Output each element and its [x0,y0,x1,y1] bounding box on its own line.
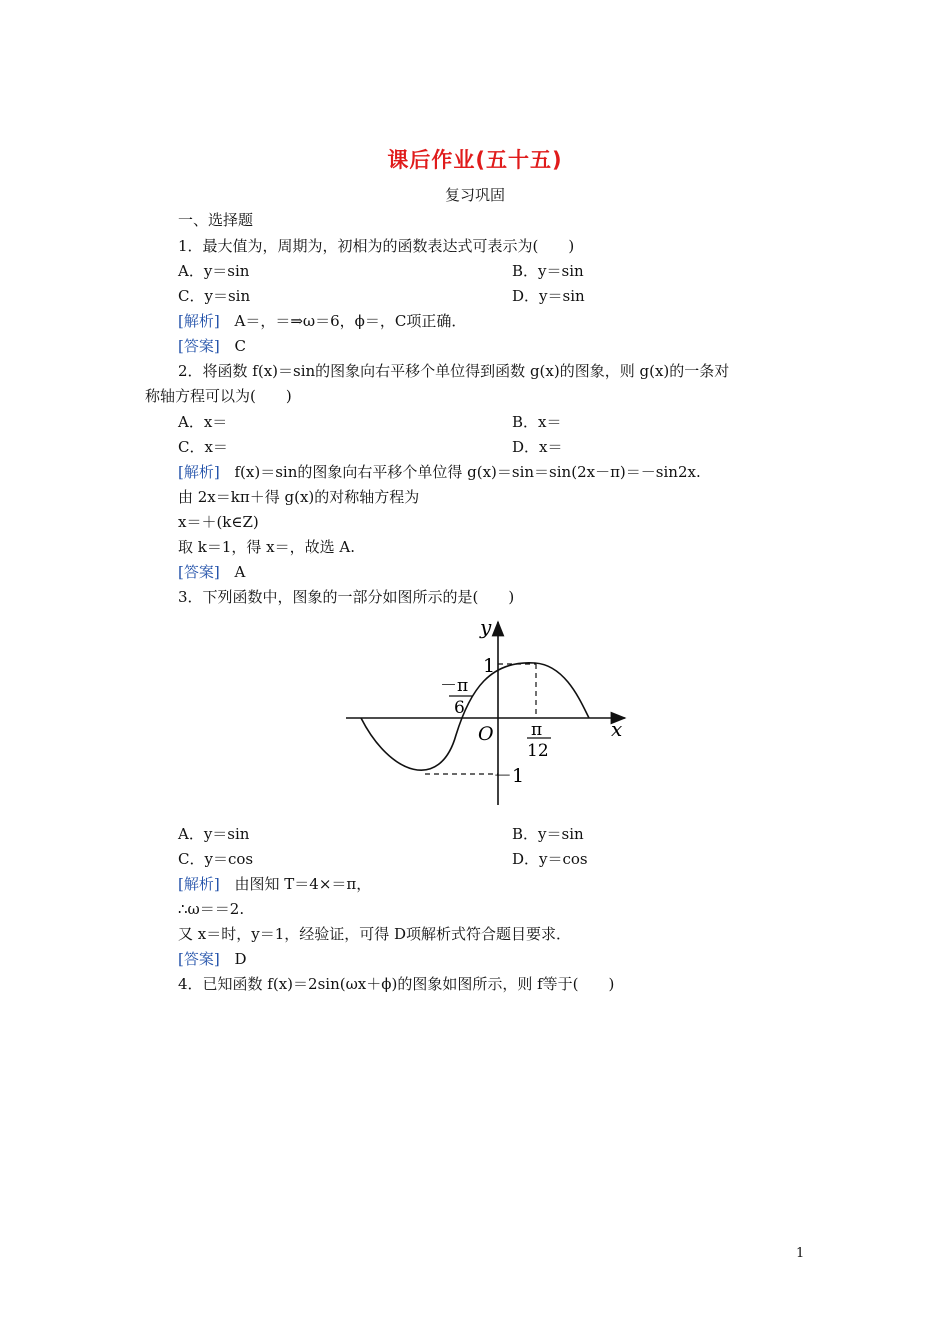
sine-curve [361,663,589,770]
q3-option-a: A．y＝sin [178,825,250,843]
q3-stem: 3．下列函数中，图象的一部分如图所示的是( ) [178,588,515,606]
section-heading: 一、选择题 [178,211,254,229]
page-number: 1 [796,1246,805,1261]
q2-option-d: D．x＝ [512,438,563,456]
q3-option-c: C．y＝cos [178,850,254,868]
page-title: 课后作业(五十五) [387,148,563,172]
answer-tag: [答案] [178,563,220,581]
q3-option-b: B．y＝sin [512,825,584,843]
analysis-tag: [解析] [178,463,220,481]
q1-option-c: C．y＝sin [178,287,251,305]
tick-label-one: 1 [483,655,496,677]
q2-analysis-line3: x＝＋(k∈Z) [178,513,259,531]
q3-option-d: D．y＝cos [512,850,588,868]
q3-analysis-line2: ∴ω＝＝2. [178,900,245,918]
q2-answer [178,562,245,582]
q2-option-a: A．x＝ [178,413,228,431]
origin-label: O [478,723,494,745]
q2-analysis-line4: 取 k＝1，得 x＝，故选 A. [178,538,355,556]
q2-option-b: B．x＝ [512,413,562,431]
q1-stem: 1．最大值为，周期为，初相为的函数表达式可表示为( ) [178,237,575,255]
right-fraction-denominator: 12 [527,741,549,761]
q1-answer [178,336,246,356]
x-axis-label: x [611,717,623,741]
q3-answer [178,949,247,969]
q1-option-d: D．y＝sin [512,287,585,305]
q2-analysis-line2: 由 2x＝kπ＋得 g(x)的对称轴方程为 [178,488,420,506]
analysis-tag: [解析] [178,312,220,330]
q1-answer-text: C [234,337,246,355]
answer-tag: [答案] [178,337,220,355]
q3-sine-graph [340,612,640,810]
q4-stem: 4．已知函数 f(x)＝2sin(ωx＋ϕ)的图象如图所示，则 f等于( ) [178,975,615,993]
q3-answer-text: D [234,950,247,968]
q2-answer-text: A [234,563,246,581]
q3-analysis-text: 由图知 T＝4×＝π， [234,875,372,893]
q1-option-b: B．y＝sin [512,262,584,280]
q2-analysis-text: f(x)＝sin的图象向右平移个单位得 g(x)＝sin＝sin(2x－π)＝－sin2x. [234,463,701,481]
q3-analysis-line3: 又 x＝时，y＝1，经验证，可得 D项解析式符合题目要求． [178,925,572,943]
answer-tag: [答案] [178,950,220,968]
section-subtitle: 复习巩固 [444,186,505,204]
left-fraction-numerator: －π [440,676,469,696]
q2-option-c: C．x＝ [178,438,228,456]
q2-stem-line1: 2．将函数 f(x)＝sin的图象向右平移个单位得到函数 g(x)的图象，则 g(x)的一条对 [178,362,730,380]
q2-analysis [178,462,701,482]
q1-analysis-text: A＝，＝⇒ω＝6，ϕ＝，C项正确． [234,312,467,330]
analysis-tag: [解析] [178,875,220,893]
y-axis-label: y [480,615,492,639]
q3-analysis [178,874,371,894]
right-fraction-numerator: π [531,720,543,740]
tick-label-neg-one: －1 [493,765,525,787]
q1-analysis [178,311,466,331]
q2-stem-line2: 称轴方程可以为( ) [145,387,292,405]
q1-option-a: A．y＝sin [178,262,250,280]
left-fraction-denominator: 6 [454,698,465,718]
